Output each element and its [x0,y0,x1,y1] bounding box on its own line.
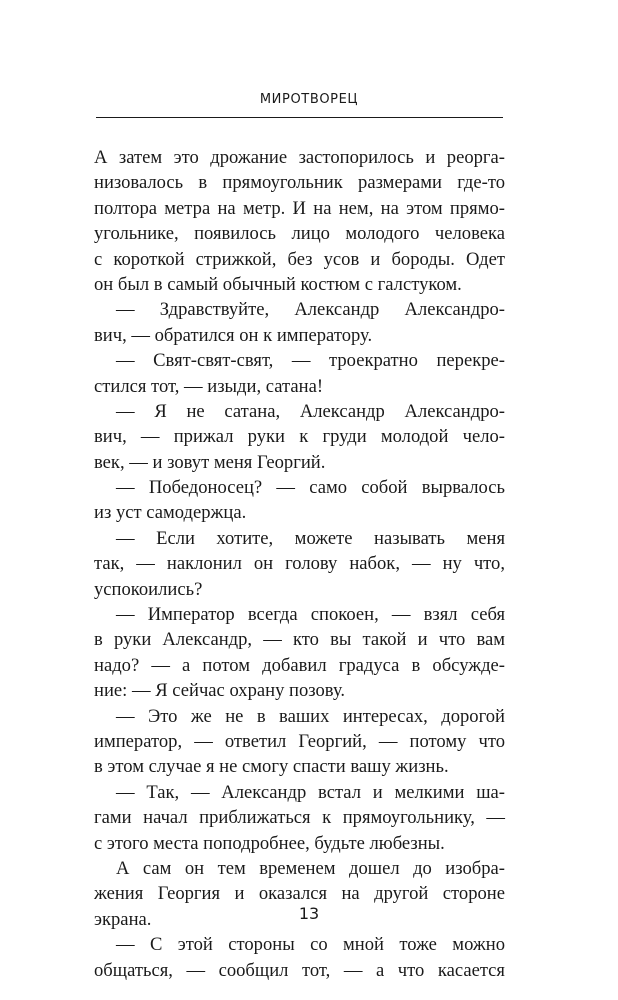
body-text [94,145,505,983]
text-line: — Я не сатана, Александр Александро- [116,400,505,422]
text-line: в этом случае я не смогу спасти вашу жизнь. [94,756,449,778]
text-line: стился тот, — изыди, сатана! [94,375,324,397]
text-line: — Здравствуйте, Александр Александро- [116,299,505,321]
text-line: надо? — а потом добавил градуса в обсужде- [94,654,505,676]
text-line: успокоились? [94,578,203,600]
text-line: он был в самый обычный костюм с галстуком. [94,273,462,295]
text-line: — Победоносец? — само собой вырвалось [116,477,505,499]
text-line: ние: — Я сейчас охрану позову. [94,680,346,702]
text-line: — Это же не в ваших интересах, дорогой [116,705,505,727]
page-number: 13 [298,904,320,923]
text-line: с короткой стрижкой, без усов и бороды. Одет [94,248,505,270]
text-line: — Свят-свят-свят, — троекратно перекре- [116,350,505,372]
text-line: А затем это дрожание застопорилось и реорга- [94,147,505,168]
text-line: угольнике, появилось лицо молодого человека [94,223,505,245]
text-line: экрана. [94,908,152,930]
text-line: император, — ответил Георгий, — потому что [94,730,505,752]
text-line: гами начал приближаться к прямоугольнику, — [94,807,505,829]
text-line: с этого места поподробнее, будьте любезны. [94,832,445,854]
text-line: жения Георгия и оказался на другой стороне [94,883,505,905]
text-line: общаться, — сообщил тот, — а что касается [94,959,505,981]
text-line: вич, — прижал руки к груди молодой чело- [94,426,505,448]
running-title: МИРОТВОРЕЦ [259,92,359,107]
text-line: так, — наклонил он голову набок, — ну что, [94,553,505,575]
header-rule [96,117,503,118]
text-line: — С этой стороны со мной тоже можно [116,934,505,956]
text-line: полтора метра на метр. И на нем, на этом прямо- [94,197,505,219]
text-line: низовалось в прямоугольник размерами где-то [94,172,505,194]
text-line: — Так, — Александр встал и мелкими ша- [116,781,505,803]
text-line: век, — и зовут меня Георгий. [94,451,326,473]
text-line: из уст самодержца. [94,502,247,524]
text-line: — Если хотите, можете называть меня [116,527,505,549]
text-line: в руки Александр, — кто вы такой и что вам [94,629,505,651]
text-line: вич, — обратился он к императору. [94,324,373,346]
text-line: — Император всегда спокоен, — взял себя [116,604,505,626]
text-line: А сам он тем временем дошел до изобра- [116,857,505,879]
